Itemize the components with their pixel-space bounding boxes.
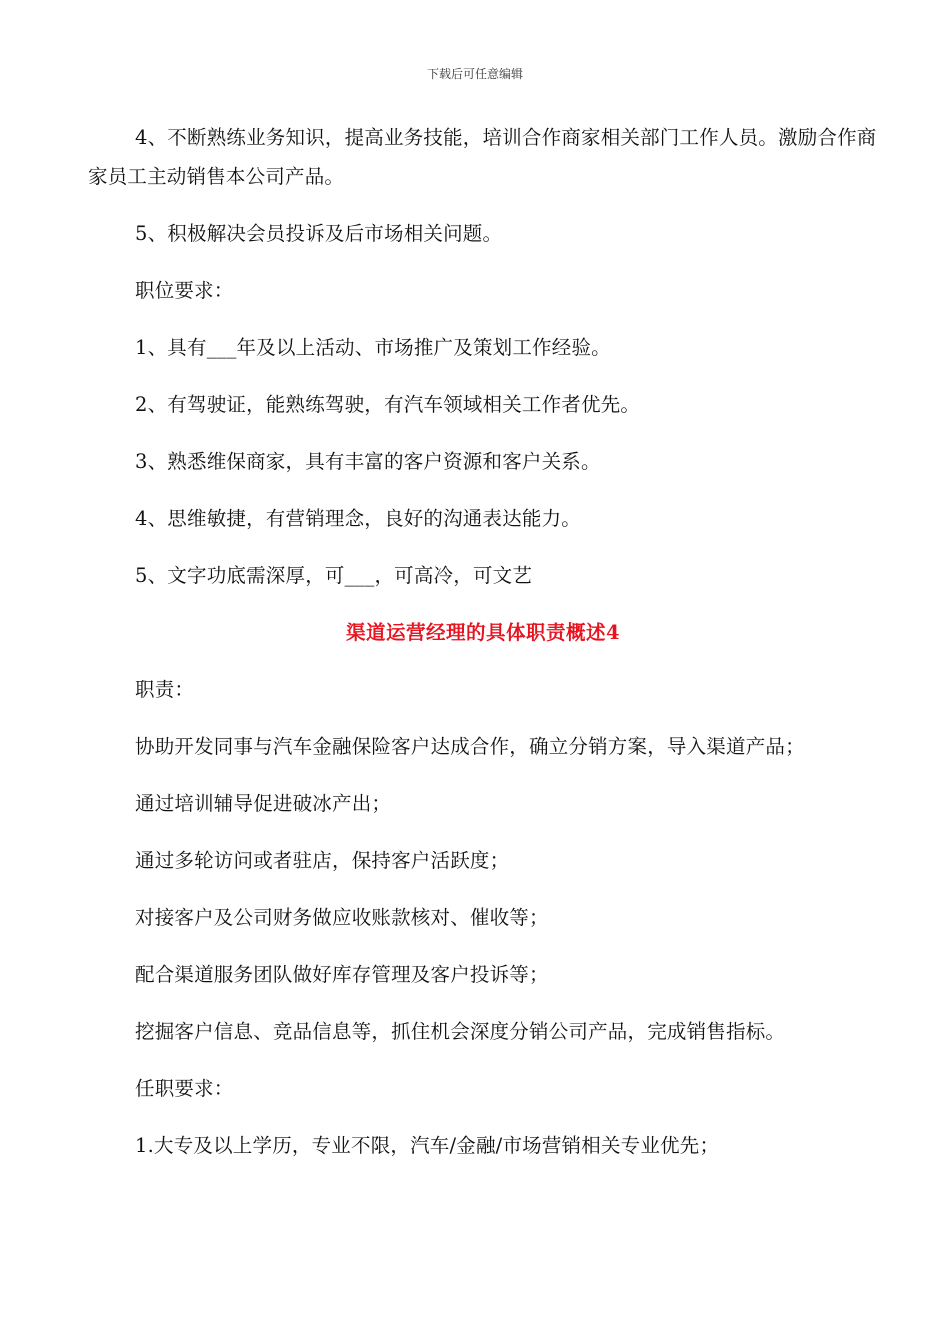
paragraph-duty-item-2: 通过培训辅导促进破冰产出；: [135, 792, 392, 815]
section-heading: 渠道运营经理的具体职责概述4: [345, 621, 621, 644]
page-header: 下载后可任意编辑: [426, 67, 523, 81]
document-body: [88, 118, 878, 1183]
paragraph-requirement-5: 5、文字功底需深厚，可___，可高冷，可文艺: [135, 564, 533, 587]
paragraph-requirement-2: 2、有驾驶证，能熟练驾驶，有汽车领域相关工作者优先。: [135, 393, 641, 416]
paragraph-qualifications-label: 任职要求：: [135, 1077, 234, 1100]
paragraph-requirement-3: 3、熟悉维保商家，具有丰富的客户资源和客户关系。: [135, 450, 601, 473]
paragraph-requirement-1: 1、具有___年及以上活动、市场推广及策划工作经验。: [135, 336, 611, 359]
paragraph-duty-4: 4、不断熟练业务知识，提高业务技能，培训合作商家相关部门工作人员。激励合作商家员工主动销售本公司产品。: [88, 126, 877, 188]
paragraph-requirements-label: 职位要求：: [135, 279, 234, 302]
paragraph-duty-item-3: 通过多轮访问或者驻店，保持客户活跃度；: [135, 849, 510, 872]
paragraph-duty-item-5: 配合渠道服务团队做好库存管理及客户投诉等；: [135, 963, 549, 986]
paragraph-duties-label: 职责：: [135, 678, 195, 701]
paragraph-duty-item-1: 协助开发同事与汽车金融保险客户达成合作，确立分销方案，导入渠道产品；: [135, 735, 805, 758]
paragraph-duty-5: 5、积极解决会员投诉及后市场相关问题。: [135, 222, 503, 245]
paragraph-qualification-1: 1.大专及以上学历，专业不限，汽车/金融/市场营销相关专业优先；: [135, 1134, 720, 1157]
paragraph-requirement-4: 4、思维敏捷，有营销理念，良好的沟通表达能力。: [135, 507, 582, 530]
paragraph-duty-item-4: 对接客户及公司财务做应收账款核对、催收等；: [135, 906, 549, 929]
paragraph-duty-item-6: 挖掘客户信息、竞品信息等，抓住机会深度分销公司产品，完成销售指标。: [135, 1020, 786, 1043]
